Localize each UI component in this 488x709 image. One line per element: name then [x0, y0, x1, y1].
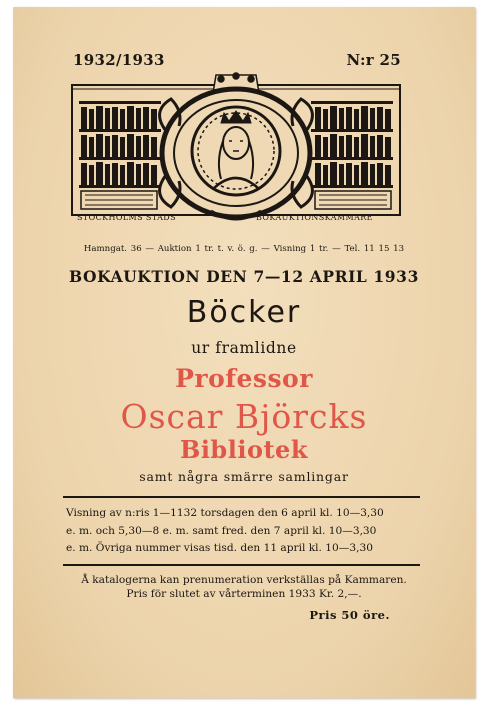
subtitle: samt några smärre samlingar [139, 469, 349, 484]
divider-bottom [63, 564, 420, 566]
address-line: Hamngat. 36 — Auktion 1 tr. t. v. ö. g. — Visning 1 tr. — Tel. 11 15 13 [83, 244, 405, 254]
saint-erik-medallion-icon [192, 107, 280, 195]
auction-dates-heading: BOKAUKTION DEN 7—12 APRIL 1933 [69, 267, 419, 286]
divider-top [63, 496, 420, 498]
catalogue-subscription [13, 573, 475, 601]
title-from: ur framlidne [191, 339, 297, 357]
stockholm-emblem-woodcut [71, 71, 401, 231]
viewing-line-1: Visning av n:ris 1—1132 torsdagen den 6 april kl. 10—3,30 [66, 507, 384, 519]
year-label: 1932/1933 [73, 51, 165, 69]
viewing-schedule [66, 505, 421, 558]
viewing-line-2: e. m. och 5,30—8 e. m. samt fred. den 7 april kl. 10—3,30 [66, 524, 377, 537]
bookshelf-left-icon [79, 101, 161, 209]
price-label: Pris 50 öre. [309, 608, 390, 622]
viewing-line-3: e. m. Övriga nummer visas tisd. den 11 april kl. 10—3,30 [66, 542, 373, 554]
emblem-left-caption: STOCKHOLMS STADS [77, 213, 176, 222]
bookshelf-right-icon [311, 101, 393, 209]
title-professor: Professor [175, 364, 313, 393]
title-books: Böcker [186, 295, 302, 330]
catalogue-line-1: Å katalogerna kan prenumeration verkställas på Kammaren. [81, 574, 407, 586]
catalogue-cover [13, 7, 475, 698]
title-name: Oscar Björcks [120, 397, 368, 436]
title-library: Bibliotek [180, 435, 308, 464]
catalogue-line-2: Pris för slutet av vårterminen 1933 Kr. 2,—. [126, 588, 362, 600]
issue-number: N:r 25 [346, 51, 401, 69]
emblem-right-caption: BOKAUKTIONSKAMMARE [256, 213, 373, 222]
